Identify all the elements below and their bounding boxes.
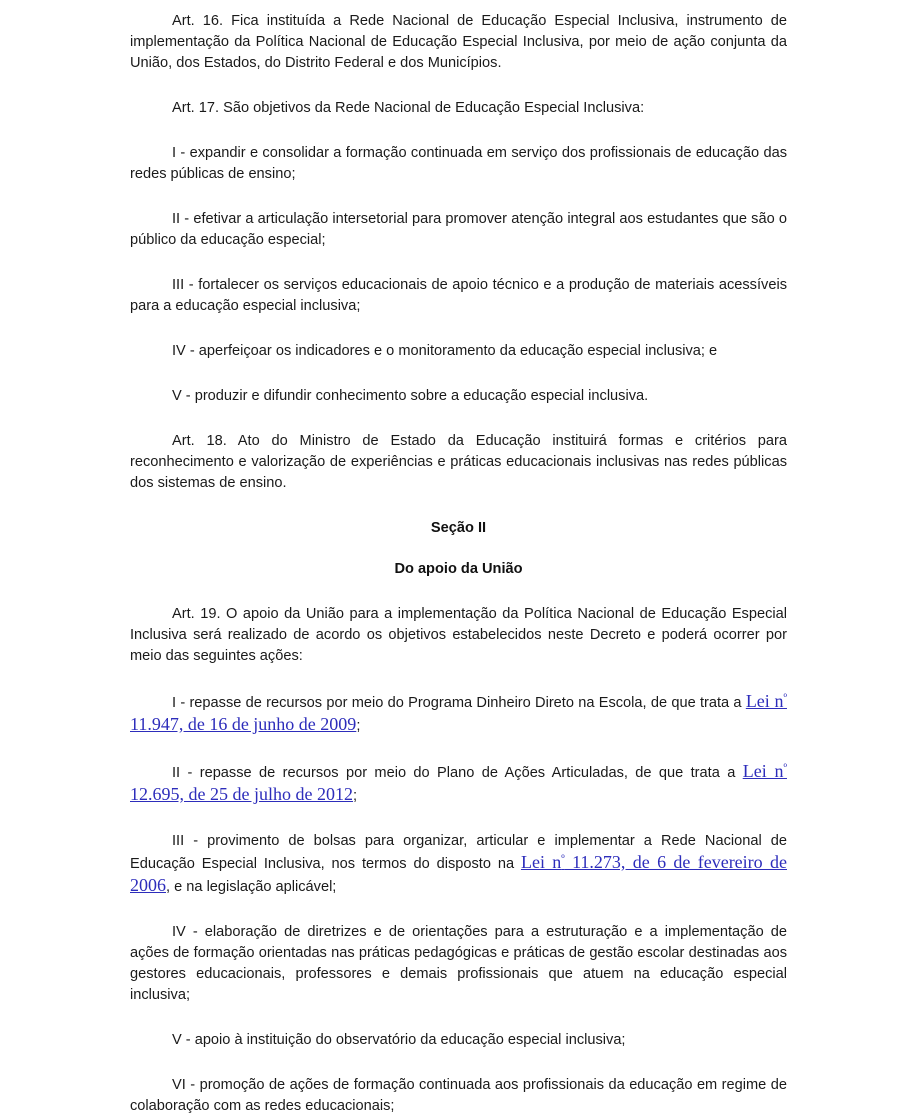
document-text-column: [130, 11, 787, 1117]
inciso-i-text-before: I - repasse de recursos por meio do Programa Dinheiro Direto na Escola, de que trata a: [172, 695, 746, 711]
paragraph-art-19-inciso-v: V - apoio à instituição do observatório da educação especial inclusiva;: [172, 1032, 626, 1048]
section-subheading-do-apoio-da-uniao: Do apoio da União: [394, 561, 523, 577]
paragraph-art-17-inciso-ii: II - efetivar a articulação intersetorial para promover atenção integral aos estudantes que são o público da educação especial;: [130, 211, 787, 248]
law-link-label-suffix: 12.695, de 25 de julho de 2012: [130, 784, 353, 804]
paragraph-art-17-inciso-i: I - expandir e consolidar a formação continuada em serviço dos profissionais de educação das redes públicas de ensino;: [130, 145, 787, 182]
paragraph-art-17: Art. 17. São objetivos da Rede Nacional de Educação Especial Inclusiva:: [172, 100, 645, 116]
paragraph-art-19-inciso-iv: IV - elaboração de diretrizes e de orientações para a estruturação e a implementação de ações de formação orientadas nas práticas pedagógicas e práticas de gestão escolar destinadas aos gestores educacionais, professores e demais profissionais que atuem na educação especial inclusiva;: [130, 924, 787, 1003]
inciso-iii-text-before: III - provimento de bolsas para organizar, articular e implementar a Rede Nacional de Educação Especial Inclusiva, nos termos do disposto na: [130, 833, 787, 872]
inciso-ii-text-before: II - repasse de recursos por meio do Plano de Ações Articuladas, de que trata a: [172, 765, 743, 781]
paragraph-art-17-inciso-iii: III - fortalecer os serviços educacionais de apoio técnico e a produção de materiais acessíveis para a educação especial inclusiva;: [130, 277, 787, 314]
paragraph-art-18: Art. 18. Ato do Ministro de Estado da Educação instituirá formas e critérios para reconhecimento e valorização de experiências e práticas educacionais inclusivas nas redes públicas dos sistemas de ensino.: [130, 433, 787, 491]
paragraph-art-19-inciso-i: [130, 691, 787, 737]
section-heading-secao-ii: Seção II: [430, 520, 487, 536]
law-link-label-prefix: Lei n: [745, 691, 784, 711]
paragraph-art-19-inciso-ii: [130, 761, 787, 807]
ordinal-indicator-icon: º: [783, 762, 787, 775]
law-link-label-suffix: 11.947, de 16 de junho de 2009: [130, 714, 357, 734]
law-link-label-prefix: Lei n: [742, 761, 784, 781]
paragraph-art-19: Art. 19. O apoio da União para a implementação da Política Nacional de Educação Especial Inclusiva será realizado de acordo os objetivos estabelecidos neste Decreto e poderá ocorrer por meio das seguintes ações:: [130, 606, 787, 664]
paragraph-art-19-inciso-iii: [130, 831, 787, 898]
ordinal-indicator-icon: º: [561, 853, 565, 866]
law-link-label-suffix: 11.273, de 6 de fevereiro de 2006: [130, 852, 787, 895]
paragraph-art-17-inciso-v: V - produzir e difundir conhecimento sobre a educação especial inclusiva.: [172, 388, 649, 404]
inciso-i-text-after: ;: [356, 718, 361, 734]
law-link-label-prefix: Lei n: [520, 852, 562, 872]
inciso-iii-text-after: , e na legislação aplicável;: [166, 879, 337, 895]
inciso-ii-text-after: ;: [352, 788, 358, 804]
paragraph-art-19-inciso-vi: VI - promoção de ações de formação continuada aos profissionais da educação em regime de colaboração com as redes educacionais;: [130, 1077, 787, 1114]
paragraph-art-17-inciso-iv: IV - aperfeiçoar os indicadores e o monitoramento da educação especial inclusiva; e: [172, 343, 718, 359]
paragraph-art-16: Art. 16. Fica instituída a Rede Nacional de Educação Especial Inclusiva, instrumento de implementação da Política Nacional de Educação Especial Inclusiva, por meio de ação conjunta da União, dos Estados, do Distrito Federal e dos Municípios.: [130, 13, 787, 71]
ordinal-indicator-icon: º: [783, 692, 787, 705]
